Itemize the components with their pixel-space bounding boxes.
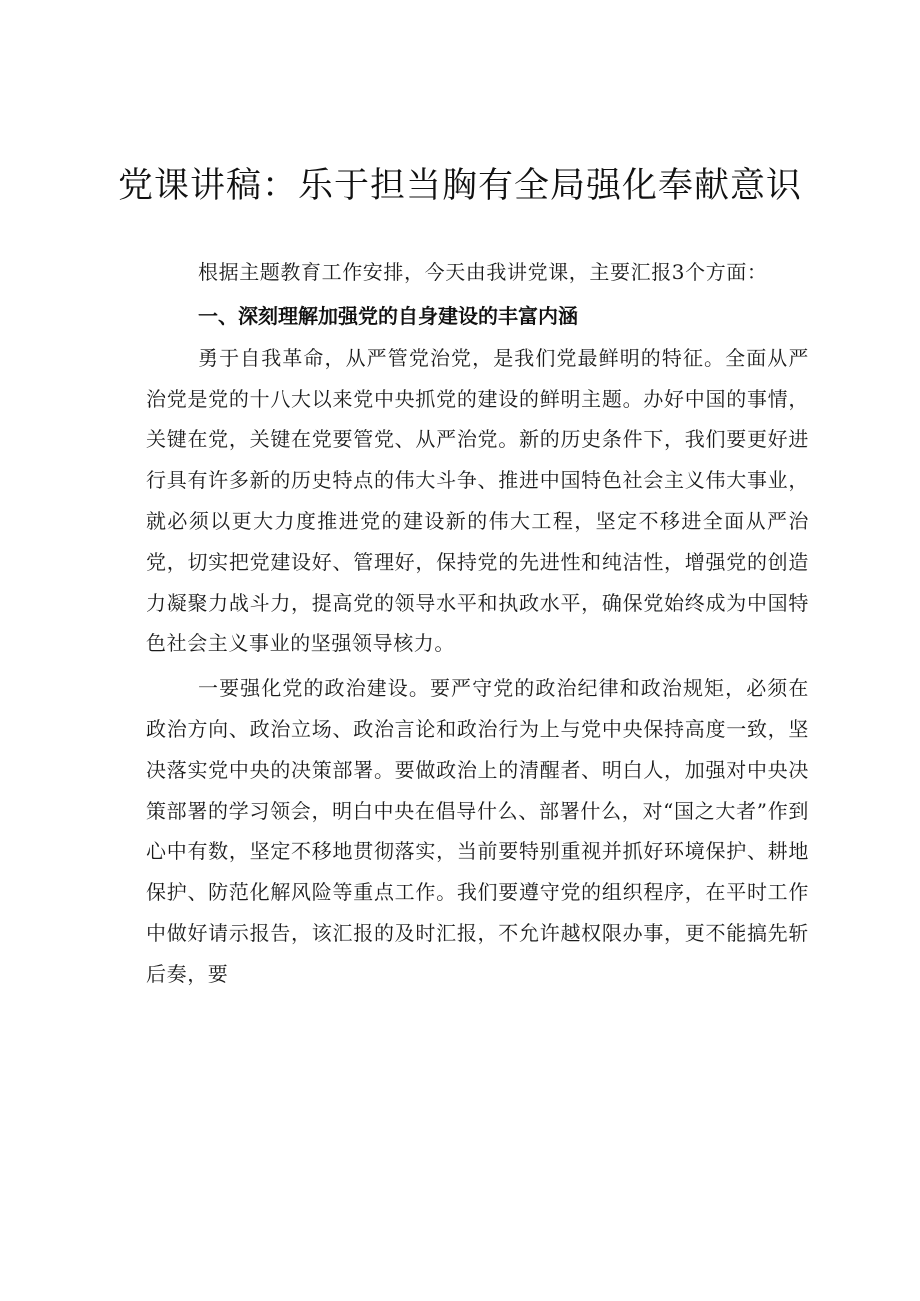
body-paragraph: 一要强化党的政治建设。要严守党的政治纪律和政治规矩，必须在政治方向、政治立场、政治言论和政治行为上与党中央保持高度一致，坚决落实党中央的决策部署。要做政治上的清醒者、明白人，加强对中央决策部署的学习领会，明白中央在倡导什么、部署什么，对“国之大者”作到心中有数，坚定不移地贯彻落实，当前要特别重视并抓好环境保护、耕地保护、防范化解风险等重点工作。我们要遵守党的组织程序，在平时工作中做好请示报告，该汇报的及时汇报，不允许越权限办事，更不能搞先斩后奏，要 <box>146 676 809 986</box>
document-title: 党课讲稿：乐于担当胸有全局强化奉献意识 <box>117 166 802 206</box>
section-heading: 一、深刻理解加强党的自身建设的丰富内涵 <box>198 303 578 328</box>
body-paragraph: 勇于自我革命，从严管党治党，是我们党最鲜明的特征。全面从严治党是党的十八大以来党中央抓党的建设的鲜明主题。办好中国的事情，关键在党，关键在党要管党、从严治党。新的历史条件下，我们要更好进行具有许多新的历史特点的伟大斗争、推进中国特色社会主义伟大事业，就必须以更大力度推进党的建设新的伟大工程，坚定不移进全面从严治党，切实把党建设好、管理好，保持党的先进性和纯洁性，增强党的创造力凝聚力战斗力，提高党的领导水平和执政水平，确保党始终成为中国特色社会主义事业的坚强领导核力。 <box>146 345 809 656</box>
document-body <box>146 252 809 995</box>
intro-paragraph: 根据主题教育工作安排，今天由我讲党课，主要汇报3个方面： <box>198 260 768 284</box>
